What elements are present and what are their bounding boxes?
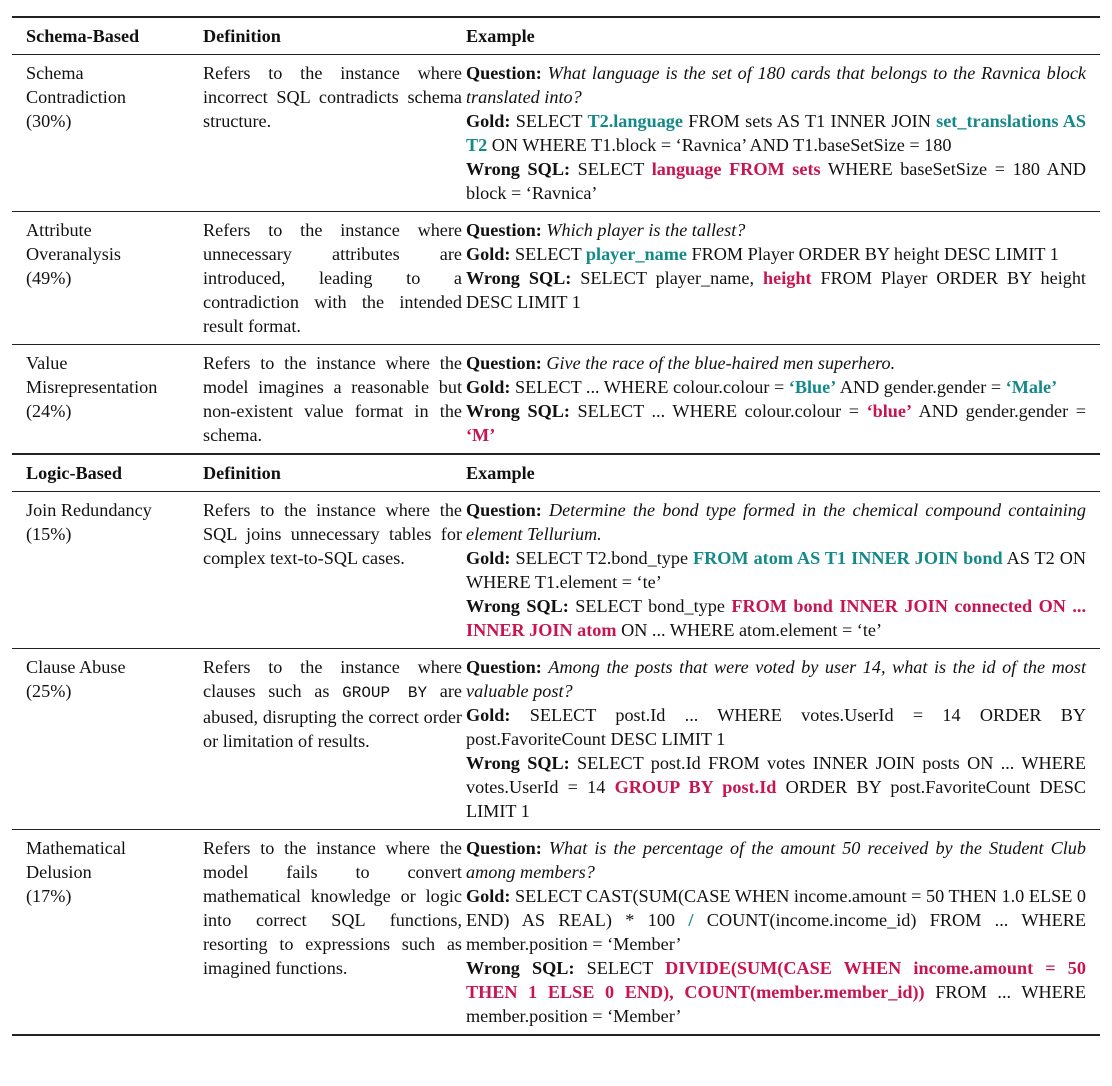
- gold-sql-label: Gold:: [466, 244, 511, 264]
- code-keyword: GROUP BY: [342, 684, 428, 702]
- sql-text: ORDER BY post.FavoriteCount DESC LIMIT 1: [466, 777, 1086, 821]
- example-question: [466, 836, 1086, 884]
- gold-sql: [466, 884, 1086, 956]
- error-type-percent: (24%): [26, 401, 72, 421]
- wrong-highlight: ‘blue’: [866, 401, 913, 421]
- gold-sql: [466, 703, 1086, 751]
- wrong-highlight: ‘M’: [466, 425, 496, 445]
- example-question: [466, 351, 1086, 375]
- sql-text: FROM Player ORDER BY height DESC LIMIT 1: [466, 268, 1086, 312]
- gold-highlight: set_translations AS T2: [466, 111, 1086, 155]
- example-question: [466, 218, 1086, 242]
- wrong-sql: [466, 157, 1086, 205]
- table-bottom-rule: [12, 1034, 1100, 1036]
- section-header: [12, 453, 1100, 491]
- question-label: Question:: [466, 657, 542, 677]
- gold-highlight: player_name: [585, 244, 687, 264]
- question-label: Question:: [466, 63, 542, 83]
- wrong-sql-label: Wrong SQL:: [466, 401, 570, 421]
- sql-text: COUNT(income.income_id) FROM ... WHERE member.position = ‘Member’: [466, 910, 1087, 954]
- definition-cell: Refers to the instance where the SQL joins unnecessary tables for complex text-to-SQL cases.: [203, 500, 462, 568]
- wrong-highlight: GROUP BY post.Id: [614, 777, 777, 797]
- error-type-cell: [12, 351, 203, 447]
- example-question: [466, 655, 1086, 703]
- error-type-cell: [12, 61, 203, 205]
- sql-text: SELECT: [510, 111, 588, 131]
- wrong-sql-label: Wrong SQL:: [466, 958, 575, 978]
- wrong-sql-label: Wrong SQL:: [466, 268, 572, 288]
- sql-text: SELECT ... WHERE colour.colour =: [510, 377, 789, 397]
- question-label: Question:: [466, 220, 542, 240]
- sql-text: SELECT: [510, 244, 586, 264]
- sql-text: FROM sets AS T1 INNER JOIN: [682, 111, 937, 131]
- error-type-cell: [12, 655, 203, 823]
- error-type-name: Value Misrepresentation: [26, 353, 158, 397]
- sql-text: SELECT: [574, 958, 666, 978]
- error-taxonomy-table: [12, 16, 1100, 1036]
- sql-text: SELECT post.Id FROM votes INNER JOIN posts ON ... WHERE votes.UserId = 14: [466, 753, 1086, 797]
- error-type-name: Join Redundancy: [26, 500, 152, 520]
- example-question: [466, 61, 1086, 109]
- wrong-highlight: DIVIDE(SUM(CASE WHEN income.amount = 50 THEN 1 ELSE 0 END), COUNT(member.member_id)): [466, 958, 1086, 1002]
- sql-text: AND gender.gender =: [912, 401, 1086, 421]
- sql-text: AS T2 ON WHERE T1.element = ‘te’: [466, 548, 1087, 592]
- header-category: Schema-Based: [26, 26, 140, 46]
- sql-text: ON ... WHERE atom.element = ‘te’: [616, 620, 883, 640]
- table-row: [12, 648, 1100, 829]
- error-type-percent: (49%): [26, 268, 72, 288]
- wrong-sql: [466, 956, 1086, 1028]
- section-header: [12, 16, 1100, 54]
- gold-sql-label: Gold:: [466, 886, 511, 906]
- question-label: Question:: [466, 353, 542, 373]
- table-row: [12, 491, 1100, 648]
- gold-sql-label: Gold:: [466, 377, 511, 397]
- gold-highlight: ‘Blue’: [788, 377, 837, 397]
- gold-highlight: T2.language: [587, 111, 683, 131]
- sql-text: FROM ... WHERE member.position = ‘Member’: [466, 982, 1087, 1026]
- gold-sql-label: Gold:: [466, 548, 511, 568]
- error-type-percent: (15%): [26, 524, 72, 544]
- question-text: Among the posts that were voted by user 14, what is the id of the most valuable post?: [466, 657, 1086, 701]
- error-type-name: Mathematical Delusion: [26, 838, 126, 882]
- sql-text: SELECT CAST(SUM(CASE WHEN income.amount = 50 THEN 1.0 ELSE 0 END) AS REAL) * 100: [466, 886, 1086, 930]
- sql-text: SELECT player_name,: [571, 268, 763, 288]
- question-label: Question:: [466, 500, 542, 520]
- error-type-name: Schema Contradiction: [26, 63, 127, 107]
- error-type-cell: [12, 218, 203, 338]
- example-cell: [466, 61, 1100, 205]
- header-definition: Definition: [203, 26, 281, 46]
- error-type-percent: (25%): [26, 681, 72, 701]
- question-text: Give the race of the blue-haired men superhero.: [546, 353, 896, 373]
- header-definition: Definition: [203, 463, 281, 483]
- question-text: Which player is the tallest?: [546, 220, 746, 240]
- wrong-sql-label: Wrong SQL:: [466, 159, 571, 179]
- gold-highlight: FROM atom AS T1 INNER JOIN bond: [693, 548, 1003, 568]
- wrong-highlight: FROM bond INNER JOIN connected ON ... INNER JOIN atom: [466, 596, 1086, 640]
- wrong-sql: [466, 594, 1086, 642]
- error-type-cell: [12, 836, 203, 1028]
- wrong-sql: [466, 751, 1086, 823]
- table-row: [12, 211, 1100, 344]
- table-row: [12, 829, 1100, 1034]
- sql-text: AND gender.gender =: [836, 377, 1006, 397]
- error-type-name: Attribute Overanalysis: [26, 220, 121, 264]
- gold-sql: [466, 546, 1086, 594]
- sql-text: SELECT post.Id ... WHERE votes.UserId = 14 ORDER BY post.FavoriteCount DESC LIMIT 1: [466, 705, 1086, 749]
- header-example: Example: [466, 463, 535, 483]
- gold-sql-label: Gold:: [466, 111, 511, 131]
- example-question: [466, 498, 1086, 546]
- question-text: What is the percentage of the amount 50 received by the Student Club among members?: [466, 838, 1086, 882]
- question-text: Determine the bond type formed in the chemical compound containing element Tellurium.: [466, 500, 1086, 544]
- sql-text: SELECT T2.bond_type: [510, 548, 694, 568]
- example-cell: [466, 218, 1100, 338]
- definition-cell: Refers to the instance where incorrect SQL contradicts schema structure.: [203, 63, 462, 131]
- wrong-highlight: height: [763, 268, 812, 288]
- sql-text: SELECT: [570, 159, 652, 179]
- error-type-percent: (30%): [26, 111, 72, 131]
- example-cell: [466, 498, 1100, 642]
- wrong-sql: [466, 266, 1086, 314]
- gold-highlight: /: [688, 910, 694, 930]
- wrong-highlight: language FROM sets: [651, 159, 821, 179]
- header-example: Example: [466, 26, 535, 46]
- example-cell: [466, 351, 1100, 447]
- header-category: Logic-Based: [26, 463, 122, 483]
- gold-highlight: ‘Male’: [1005, 377, 1058, 397]
- sql-text: SELECT bond_type: [568, 596, 732, 616]
- definition-cell: Refers to the instance where the model imagines a reasonable but non-existent value format in the schema.: [203, 353, 462, 445]
- example-cell: [466, 655, 1100, 823]
- wrong-sql-label: Wrong SQL:: [466, 753, 570, 773]
- wrong-sql: [466, 399, 1086, 447]
- table-row: [12, 344, 1100, 453]
- sql-text: ON WHERE T1.block = ‘Ravnica’ AND T1.baseSetSize = 180: [487, 135, 952, 155]
- definition-text: Refers to the instance where clauses such as: [203, 657, 462, 701]
- sql-text: FROM Player ORDER BY height DESC LIMIT 1: [686, 244, 1059, 264]
- definition-cell: [203, 655, 466, 823]
- gold-sql-label: Gold:: [466, 705, 511, 725]
- error-type-cell: [12, 498, 203, 642]
- definition-text: are abused, disrupting the correct order or limitation of results.: [203, 681, 462, 751]
- error-type-name: Clause Abuse: [26, 657, 126, 677]
- gold-sql: [466, 109, 1086, 157]
- table-row: [12, 54, 1100, 211]
- definition-cell: Refers to the instance where unnecessary attributes are introduced, leading to a contradiction with the intended result format.: [203, 220, 462, 336]
- gold-sql: [466, 242, 1086, 266]
- definition-cell: Refers to the instance where the model fails to convert mathematical knowledge or logic into correct SQL functions, resorting to expressions such as imagined functions.: [203, 838, 462, 978]
- question-label: Question:: [466, 838, 542, 858]
- question-text: What language is the set of 180 cards that belongs to the Ravnica block translated into?: [466, 63, 1087, 107]
- error-type-percent: (17%): [26, 886, 72, 906]
- gold-sql: [466, 375, 1086, 399]
- sql-text: WHERE baseSetSize = 180 AND block = ‘Ravnica’: [466, 159, 1086, 203]
- wrong-sql-label: Wrong SQL:: [466, 596, 569, 616]
- example-cell: [466, 836, 1100, 1028]
- sql-text: SELECT ... WHERE colour.colour =: [569, 401, 867, 421]
